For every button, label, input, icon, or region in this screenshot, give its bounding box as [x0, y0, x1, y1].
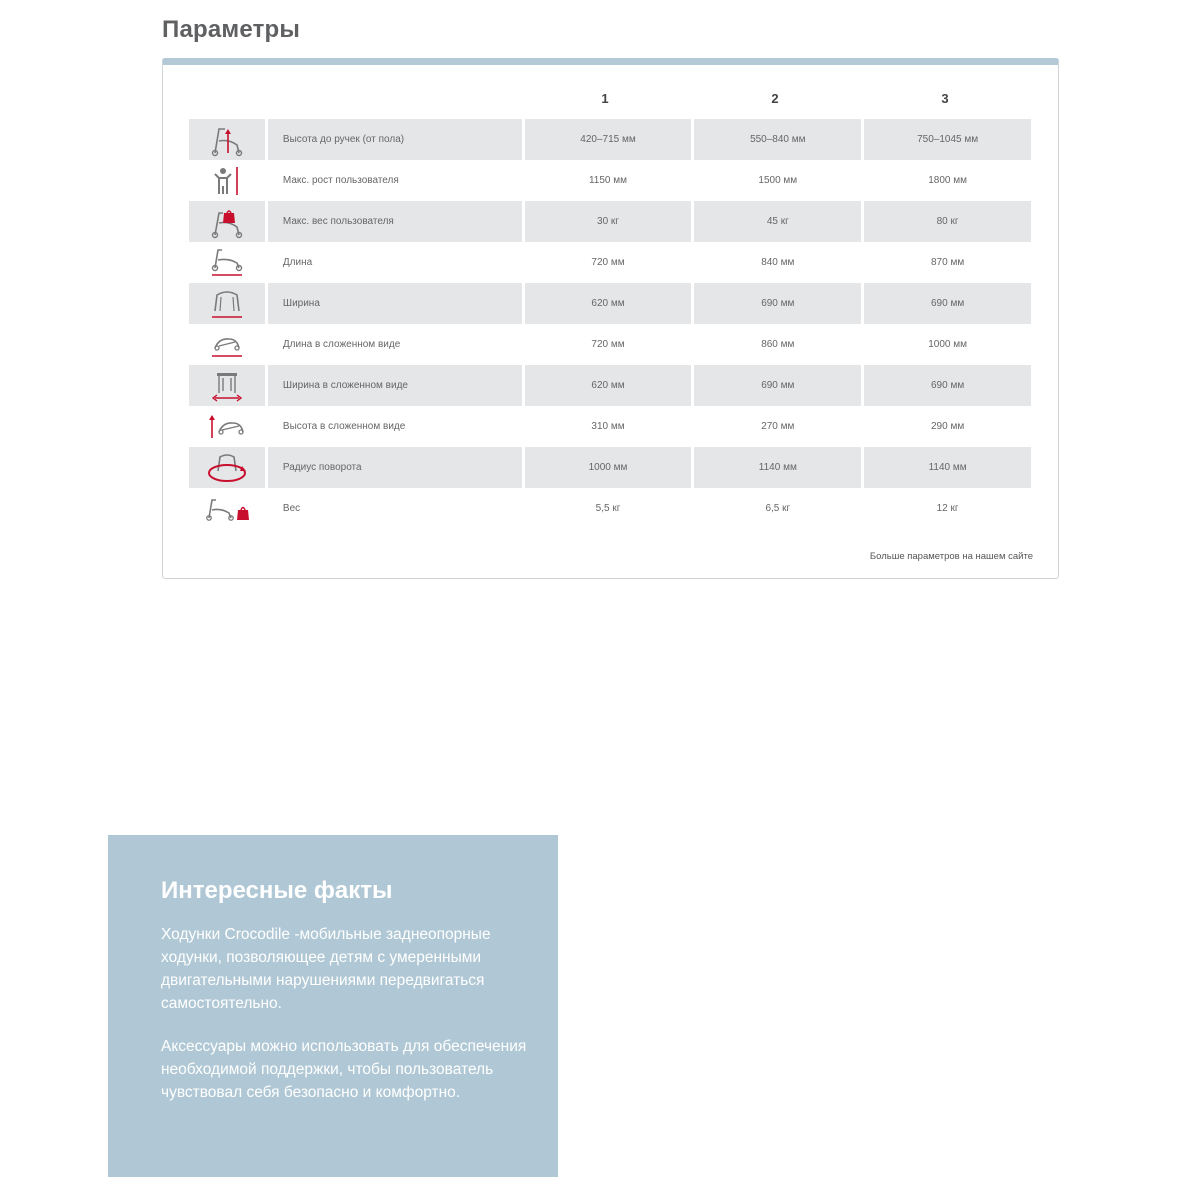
table-row — [189, 160, 1031, 201]
row-value-2: 690 мм — [694, 365, 861, 406]
row-label: Радиус поворота — [268, 447, 522, 488]
row-label: Высота в сложенном виде — [282, 421, 406, 432]
row-value-3: 750–1045 мм — [864, 119, 1031, 160]
row-label: Макс. вес пользователя — [268, 201, 522, 242]
row-label: Макс. рост пользователя — [282, 175, 399, 186]
row-value-3: 1800 мм — [928, 175, 967, 186]
row-value-3: 1140 мм — [864, 447, 1031, 488]
table-row — [189, 283, 1031, 324]
user-height-icon — [189, 160, 265, 201]
facts-panel — [108, 835, 558, 1177]
row-value-3: 12 кг — [936, 503, 959, 514]
row-value-1: 620 мм — [525, 283, 692, 324]
row-value-2: 840 мм — [761, 257, 795, 268]
table-row — [189, 488, 1031, 529]
folded-length-icon — [189, 324, 265, 365]
row-value-3: 690 мм — [864, 283, 1031, 324]
row-value-1: 1000 мм — [525, 447, 692, 488]
row-label: Длина в сложенном виде — [282, 339, 401, 350]
turning-radius-icon — [189, 447, 265, 488]
row-label: Высота до ручек (от пола) — [268, 119, 522, 160]
weight-icon — [189, 488, 265, 529]
row-value-1: 1150 мм — [588, 175, 628, 186]
params-rows — [189, 119, 1031, 529]
row-value-1: 30 кг — [525, 201, 692, 242]
facts-title: Интересные факты — [161, 877, 393, 904]
table-row — [189, 242, 1031, 283]
length-icon — [189, 242, 265, 283]
facts-paragraph-2: Аксессуары можно использовать для обеспечения необходимой поддержки, чтобы пользователь чувствовал себя безопасно и комфортно. — [161, 1038, 527, 1101]
width-icon — [189, 283, 265, 324]
row-value-1: 620 мм — [525, 365, 692, 406]
row-value-1: 310 мм — [591, 421, 625, 432]
row-value-2: 270 мм — [761, 421, 795, 432]
row-value-2: 550–840 мм — [694, 119, 861, 160]
column-header-1: 1 — [601, 91, 609, 106]
facts-paragraph-1: Ходунки Crocodile -мобильные заднеопорные ходунки, позволяющее детям с умеренными двигательными нарушениями передвигаться самостоятельно. — [161, 926, 491, 1012]
table-row — [189, 365, 1031, 406]
row-value-1: 420–715 мм — [525, 119, 692, 160]
row-value-1: 720 мм — [591, 257, 625, 268]
row-value-2: 1140 мм — [694, 447, 861, 488]
row-value-2: 1500 мм — [758, 175, 798, 186]
row-label: Вес — [282, 503, 301, 514]
folded-width-icon — [189, 365, 265, 406]
row-value-1: 720 мм — [591, 339, 625, 350]
row-value-3: 290 мм — [930, 421, 965, 432]
row-value-2: 690 мм — [694, 283, 861, 324]
row-label: Длина — [282, 257, 313, 268]
folded-height-icon — [189, 406, 265, 447]
row-value-3: 690 мм — [864, 365, 1031, 406]
row-label: Ширина в сложенном виде — [268, 365, 522, 406]
row-value-3: 80 кг — [864, 201, 1031, 242]
table-row — [189, 201, 1031, 242]
row-value-1: 5,5 кг — [595, 503, 621, 514]
row-value-2: 860 мм — [761, 339, 795, 350]
table-row — [189, 119, 1031, 160]
table-row — [189, 324, 1031, 365]
column-header-3: 3 — [941, 91, 949, 106]
handle-height-icon — [189, 119, 265, 160]
column-header-2: 2 — [771, 91, 779, 106]
params-title: Параметры — [162, 16, 301, 43]
row-label: Ширина — [268, 283, 522, 324]
params-table — [162, 58, 1059, 579]
row-value-2: 6,5 кг — [765, 503, 791, 514]
row-value-2: 45 кг — [694, 201, 861, 242]
row-value-3: 870 мм — [930, 257, 965, 268]
table-row — [189, 406, 1031, 447]
table-row — [189, 447, 1031, 488]
row-value-3: 1000 мм — [928, 339, 967, 350]
more-params-link[interactable]: Больше параметров на нашем сайте — [869, 551, 1033, 562]
user-weight-icon — [189, 201, 265, 242]
